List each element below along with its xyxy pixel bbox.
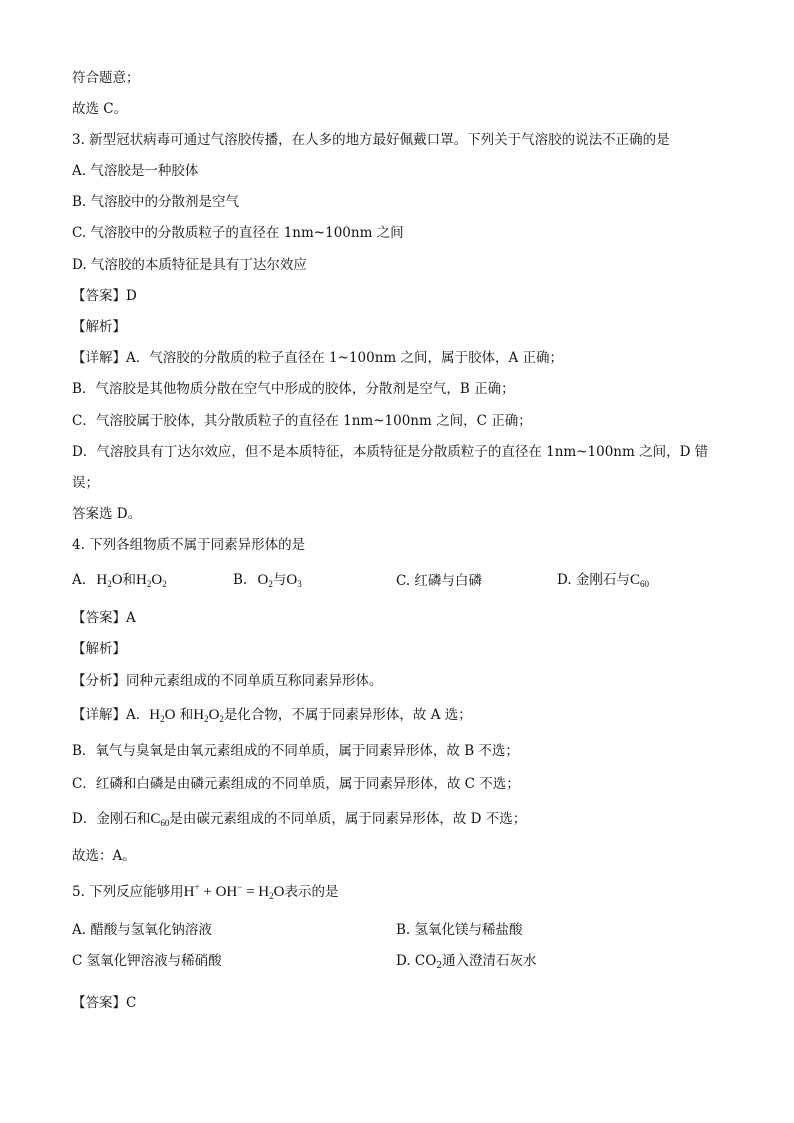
q4-option-a: [72, 571, 167, 589]
chem-sym: H: [136, 572, 147, 588]
q4-detail-a: [72, 706, 734, 724]
chem-sym: C: [629, 572, 640, 588]
conj: 与: [272, 572, 287, 588]
chem-sub: 2: [160, 714, 165, 724]
q4-final: 故选：A。: [72, 848, 136, 864]
q3-analysis-heading: 【解析】: [72, 319, 126, 335]
chem-sym: O: [164, 707, 176, 723]
q3-detail-a: 【详解】A．气溶胶的分散质的粒子直径在 1~100nm 之间，属于胶体，A 正确；: [72, 350, 564, 366]
option-text: D. CO: [396, 953, 437, 969]
chem-sym: O: [257, 572, 269, 588]
q5-option-b: B. 氢氧化镁与稀盐酸: [396, 922, 523, 938]
chem-sub: 2: [436, 961, 443, 971]
q4-fenxi: 【分析】同种元素组成的不同单质互称同素异形体。: [72, 673, 383, 689]
q3-option-a: A. 气溶胶是一种胶体: [72, 163, 199, 179]
option-label: D. 金刚石与: [557, 572, 630, 588]
question-3: 3. 新型冠状病毒可通过气溶胶传播，在人多的地方最好佩戴口罩。下列关于气溶胶的说法不正确的是: [72, 132, 670, 148]
chem-sub: 3: [297, 579, 302, 589]
chem-sub: 2: [204, 714, 209, 724]
detail-prefix: D．金刚石和: [72, 811, 151, 827]
chem-sub: 2: [146, 579, 152, 589]
text-line: 符合题意；: [72, 70, 140, 86]
detail-suffix: 是化合物，不属于同素异形体，故 A 选；: [223, 707, 472, 723]
chem-sym: H: [193, 707, 205, 723]
chem-sym: H: [96, 572, 108, 588]
q3-detail-d-cont: 误；: [72, 475, 99, 491]
chem-sub: 2: [269, 891, 274, 901]
q5-answer: 【答案】C: [72, 995, 137, 1011]
q4-option-d: [557, 571, 649, 589]
formula-h2o2: [136, 572, 167, 588]
q4-option-c: C. 红磷与白磷: [396, 573, 482, 589]
chem-sym: O: [111, 572, 123, 588]
q3-final: 答案选 D。: [72, 506, 142, 522]
ionic-equation: [184, 884, 285, 900]
question-5: [72, 883, 734, 901]
chem-sym: O: [273, 884, 285, 900]
chem-sub: 2: [268, 579, 273, 589]
formula-o2: [258, 572, 273, 588]
q5-suffix: 表示的是: [284, 884, 339, 900]
option-label: A.: [72, 572, 87, 588]
chem-sub: 2: [219, 714, 224, 724]
q3-detail-b: B．气溶胶是其他物质分散在空气中形成的胶体，分散剂是空气，B 正确；: [72, 381, 515, 397]
chem-sub: 2: [107, 579, 112, 589]
chem-sub: 60: [160, 818, 170, 828]
conj: 和: [179, 707, 194, 723]
q4-detail-b: B．氧气与臭氧是由氧元素组成的不同单质，属于同素异形体，故 B 不选；: [72, 743, 519, 759]
q3-detail-c: C．气溶胶属于胶体，其分散质粒子的直径在 1nm~100nm 之间，C 正确；: [72, 413, 532, 429]
q3-option-d: D. 气溶胶的本质特征是具有丁达尔效应: [72, 257, 307, 273]
q3-answer: 【答案】D: [72, 288, 137, 304]
q4-analysis-heading: 【解析】: [72, 641, 126, 657]
chem-sub: 60: [639, 579, 649, 589]
question-4: 4. 下列各组物质不属于同素异形体的是: [72, 537, 306, 553]
chem-sym: O: [286, 572, 298, 588]
text-line: 故选 C。: [72, 101, 128, 117]
q4-option-b: [233, 571, 302, 589]
chem-op: =: [246, 884, 255, 900]
q5-option-c: C 氢氧化钾溶液与稀硝酸: [72, 953, 222, 969]
q5-option-d: [396, 952, 537, 970]
formula-h2o2: [193, 707, 224, 723]
q4-detail-d: [72, 810, 734, 828]
chem-sym: H: [149, 707, 161, 723]
option-label: B.: [233, 572, 248, 588]
chem-sup: −: [237, 882, 243, 892]
chem-sym: O: [208, 707, 220, 723]
chem-sym: H: [258, 884, 270, 900]
chem-sym: C: [150, 811, 161, 827]
chem-sym: H: [183, 884, 195, 900]
formula-c60: [150, 811, 169, 827]
q5-prefix: 5. 下列反应能够用: [72, 884, 184, 900]
detail-suffix: 是由碳元素组成的不同单质，属于同素异形体，故 D 不选；: [169, 811, 527, 827]
chem-sym: OH: [215, 884, 238, 900]
formula-h2o: [96, 572, 122, 588]
q3-detail-d: D．气溶胶具有丁达尔效应，但不是本质特征，本质特征是分散质粒子的直径在 1nm~100nm 之间，D 错: [72, 444, 709, 460]
chem-op: +: [203, 884, 212, 900]
q3-option-b: B. 气溶胶中的分散剂是空气: [72, 194, 240, 210]
formula-c60: [630, 572, 649, 588]
q4-detail-c: C．红磷和白磷是由磷元素组成的不同单质，属于同素异形体，故 C 不选；: [72, 776, 520, 792]
formula-o3: [286, 572, 301, 588]
chem-sub: 2: [162, 579, 167, 589]
q3-option-c: C. 气溶胶中的分散质粒子的直径在 1nm~100nm 之间: [72, 225, 404, 241]
q5-option-a: A. 醋酸与氢氧化钠溶液: [72, 922, 212, 938]
formula-h2o: [149, 707, 175, 723]
chem-sup: +: [194, 882, 200, 892]
option-text: 通入澄清石灰水: [442, 953, 537, 969]
conj: 和: [122, 572, 137, 588]
chem-sym: O: [151, 572, 163, 588]
q4-answer: 【答案】A: [72, 610, 136, 626]
detail-prefix: 【详解】A．: [72, 707, 150, 723]
